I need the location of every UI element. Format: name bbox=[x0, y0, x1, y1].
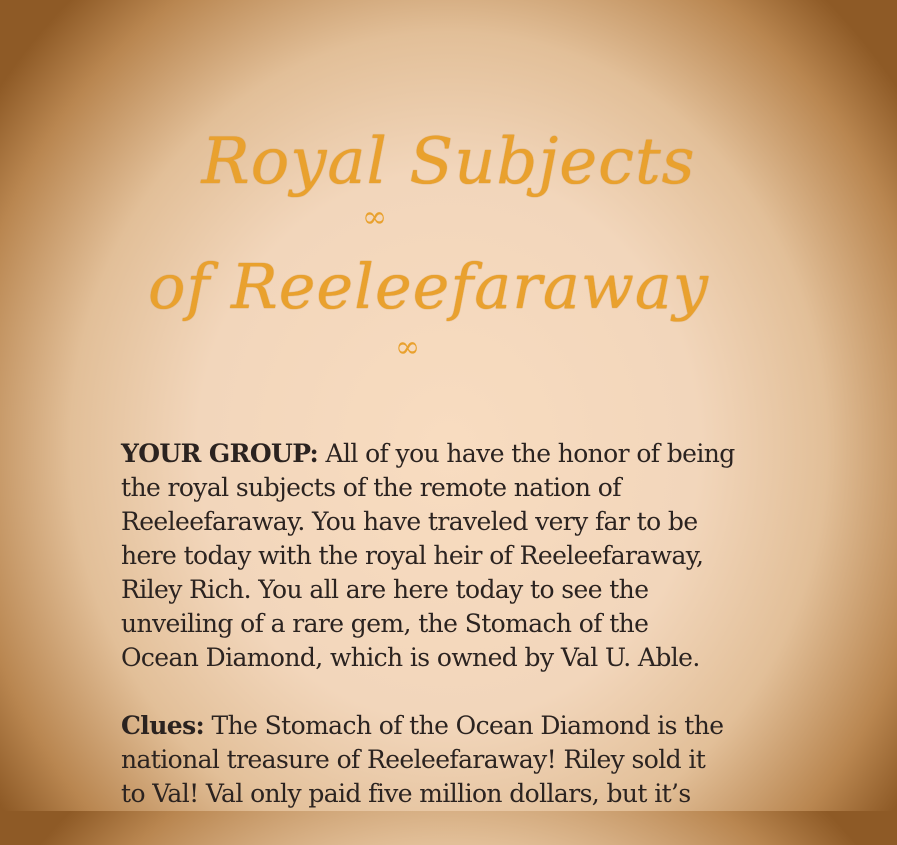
document-body bbox=[121, 437, 801, 845]
paragraph-line: to Val! Val only paid five million dollars, but it’s bbox=[121, 779, 691, 808]
flourish-icon: ∞ bbox=[395, 330, 420, 365]
paragraph-line: Ocean Diamond, which is owned by Val U. Able. bbox=[121, 643, 700, 672]
paragraph-line: Riley Rich. You all are here today to see the bbox=[121, 575, 649, 604]
paragraph-line: here today with the royal heir of Reeleefaraway, bbox=[121, 541, 704, 570]
paragraph-line: Reeleefaraway. You have traveled very far to be bbox=[121, 507, 698, 536]
title-line-1: Royal Subjects bbox=[201, 125, 696, 199]
paragraph-label: YOUR GROUP: bbox=[121, 439, 319, 468]
title-line-2: of Reeleefaraway bbox=[148, 250, 709, 323]
paragraph-label: Clues: bbox=[121, 711, 205, 740]
clues-paragraph bbox=[121, 709, 801, 811]
paragraph-line: the royal subjects of the remote nation of bbox=[121, 473, 621, 502]
paragraph-line: unveiling of a rare gem, the Stomach of the bbox=[121, 609, 649, 638]
paragraph-line: national treasure of Reeleefaraway! Riley sold it bbox=[121, 745, 706, 774]
paragraph-text: All of you have the honor of being bbox=[318, 439, 735, 468]
group-paragraph bbox=[121, 437, 801, 675]
flourish-icon: ∞ bbox=[362, 200, 387, 235]
paragraph-text: The Stomach of the Ocean Diamond is the bbox=[204, 711, 724, 740]
